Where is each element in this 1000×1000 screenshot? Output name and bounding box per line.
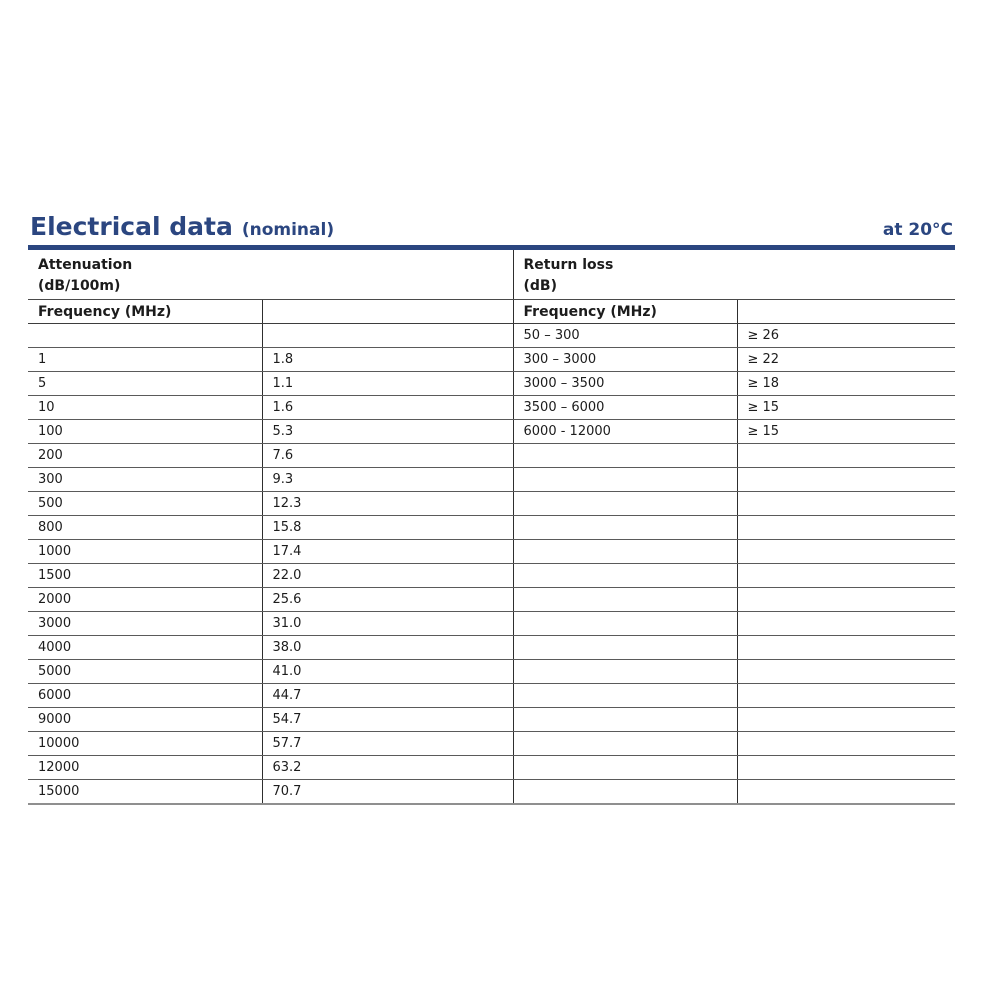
- return-loss-frequency-cell: [513, 444, 737, 468]
- table-row: [28, 324, 955, 348]
- attenuation-frequency-cell: 5: [28, 372, 262, 396]
- return-loss-value-cell: [737, 444, 955, 468]
- return-loss-frequency-cell: [513, 684, 737, 708]
- attenuation-header-cell: [28, 250, 513, 300]
- attenuation-frequency-cell: 1500: [28, 564, 262, 588]
- return-loss-value-cell: [737, 492, 955, 516]
- attenuation-frequency-cell: 15000: [28, 780, 262, 805]
- electrical-data-table: [28, 250, 955, 805]
- return-loss-frequency-cell: 3500 – 6000: [513, 396, 737, 420]
- return-loss-value-cell: ≥ 15: [737, 420, 955, 444]
- table-row: [28, 564, 955, 588]
- table-row: [28, 372, 955, 396]
- return-loss-value-cell: [737, 780, 955, 805]
- table-row: [28, 660, 955, 684]
- return-loss-frequency-cell: 6000 - 12000: [513, 420, 737, 444]
- page: [28, 212, 955, 805]
- sub-header-row: [28, 300, 955, 324]
- table-row: [28, 396, 955, 420]
- attenuation-frequency-cell: 300: [28, 468, 262, 492]
- attenuation-frequency-cell: 500: [28, 492, 262, 516]
- attenuation-frequency-header: Frequency (MHz): [28, 300, 262, 324]
- table-row: [28, 492, 955, 516]
- title-bar: [28, 212, 955, 245]
- table-body: [28, 324, 955, 805]
- attenuation-frequency-cell: 12000: [28, 756, 262, 780]
- return-loss-frequency-header: Frequency (MHz): [513, 300, 737, 324]
- return-loss-value-cell: [737, 732, 955, 756]
- return-loss-value-cell: [737, 540, 955, 564]
- attenuation-frequency-cell: 10000: [28, 732, 262, 756]
- attenuation-value-cell: 12.3: [262, 492, 513, 516]
- attenuation-value-cell: 1.6: [262, 396, 513, 420]
- temperature-condition: at 20°C: [882, 220, 953, 240]
- table-row: [28, 444, 955, 468]
- table-row: [28, 684, 955, 708]
- attenuation-value-cell: 31.0: [262, 612, 513, 636]
- attenuation-value-cell: 1.8: [262, 348, 513, 372]
- page-title: Electrical data: [30, 212, 233, 241]
- return-loss-frequency-cell: [513, 636, 737, 660]
- attenuation-value-cell: 57.7: [262, 732, 513, 756]
- return-loss-value-cell: ≥ 15: [737, 396, 955, 420]
- return-loss-value-cell: [737, 756, 955, 780]
- table-row: [28, 588, 955, 612]
- attenuation-frequency-cell: 6000: [28, 684, 262, 708]
- attenuation-frequency-cell: 200: [28, 444, 262, 468]
- table-row: [28, 348, 955, 372]
- attenuation-frequency-cell: 100: [28, 420, 262, 444]
- return-loss-value-cell: [737, 468, 955, 492]
- table-row: [28, 516, 955, 540]
- section-heading: [30, 212, 334, 241]
- attenuation-value-cell: 63.2: [262, 756, 513, 780]
- table-row: [28, 468, 955, 492]
- attenuation-value-cell: 15.8: [262, 516, 513, 540]
- return-loss-title: Return loss: [523, 257, 614, 273]
- table-row: [28, 708, 955, 732]
- return-loss-frequency-cell: [513, 564, 737, 588]
- return-loss-value-cell: [737, 660, 955, 684]
- group-header-row: [28, 250, 955, 300]
- return-loss-frequency-cell: [513, 540, 737, 564]
- attenuation-value-cell: 17.4: [262, 540, 513, 564]
- table-row: [28, 636, 955, 660]
- return-loss-frequency-cell: 50 – 300: [513, 324, 737, 348]
- return-loss-value-cell: [737, 588, 955, 612]
- table-row: [28, 780, 955, 805]
- return-loss-value-cell: [737, 516, 955, 540]
- return-loss-value-cell: [737, 612, 955, 636]
- attenuation-frequency-cell: 1000: [28, 540, 262, 564]
- attenuation-value-cell: 7.6: [262, 444, 513, 468]
- return-loss-frequency-cell: 300 – 3000: [513, 348, 737, 372]
- attenuation-value-cell: [262, 324, 513, 348]
- return-loss-frequency-cell: [513, 660, 737, 684]
- return-loss-frequency-cell: [513, 612, 737, 636]
- return-loss-value-cell: [737, 636, 955, 660]
- attenuation-frequency-cell: 1: [28, 348, 262, 372]
- attenuation-value-header: [262, 300, 513, 324]
- attenuation-frequency-cell: 3000: [28, 612, 262, 636]
- return-loss-value-cell: [737, 564, 955, 588]
- table-row: [28, 420, 955, 444]
- table-row: [28, 756, 955, 780]
- return-loss-frequency-cell: [513, 492, 737, 516]
- return-loss-value-header: [737, 300, 955, 324]
- attenuation-frequency-cell: 800: [28, 516, 262, 540]
- attenuation-frequency-cell: 4000: [28, 636, 262, 660]
- attenuation-value-cell: 38.0: [262, 636, 513, 660]
- return-loss-frequency-cell: [513, 732, 737, 756]
- return-loss-frequency-cell: [513, 708, 737, 732]
- return-loss-value-cell: ≥ 18: [737, 372, 955, 396]
- return-loss-frequency-cell: [513, 756, 737, 780]
- attenuation-value-cell: 1.1: [262, 372, 513, 396]
- attenuation-frequency-cell: [28, 324, 262, 348]
- return-loss-frequency-cell: [513, 780, 737, 805]
- return-loss-frequency-cell: 3000 – 3500: [513, 372, 737, 396]
- attenuation-frequency-cell: 2000: [28, 588, 262, 612]
- attenuation-value-cell: 41.0: [262, 660, 513, 684]
- return-loss-value-cell: [737, 708, 955, 732]
- attenuation-value-cell: 5.3: [262, 420, 513, 444]
- return-loss-value-cell: ≥ 26: [737, 324, 955, 348]
- attenuation-value-cell: 9.3: [262, 468, 513, 492]
- attenuation-unit: (dB/100m): [38, 278, 121, 294]
- page-title-qualifier: (nominal): [241, 220, 335, 240]
- attenuation-frequency-cell: 10: [28, 396, 262, 420]
- return-loss-value-cell: ≥ 22: [737, 348, 955, 372]
- table-row: [28, 732, 955, 756]
- return-loss-frequency-cell: [513, 468, 737, 492]
- attenuation-value-cell: 44.7: [262, 684, 513, 708]
- attenuation-value-cell: 25.6: [262, 588, 513, 612]
- return-loss-frequency-cell: [513, 588, 737, 612]
- attenuation-value-cell: 22.0: [262, 564, 513, 588]
- attenuation-value-cell: 54.7: [262, 708, 513, 732]
- return-loss-header-cell: [513, 250, 955, 300]
- table-row: [28, 612, 955, 636]
- return-loss-value-cell: [737, 684, 955, 708]
- attenuation-frequency-cell: 5000: [28, 660, 262, 684]
- attenuation-title: Attenuation: [38, 257, 133, 273]
- return-loss-frequency-cell: [513, 516, 737, 540]
- table-row: [28, 540, 955, 564]
- return-loss-unit: (dB): [523, 278, 558, 294]
- attenuation-frequency-cell: 9000: [28, 708, 262, 732]
- attenuation-value-cell: 70.7: [262, 780, 513, 805]
